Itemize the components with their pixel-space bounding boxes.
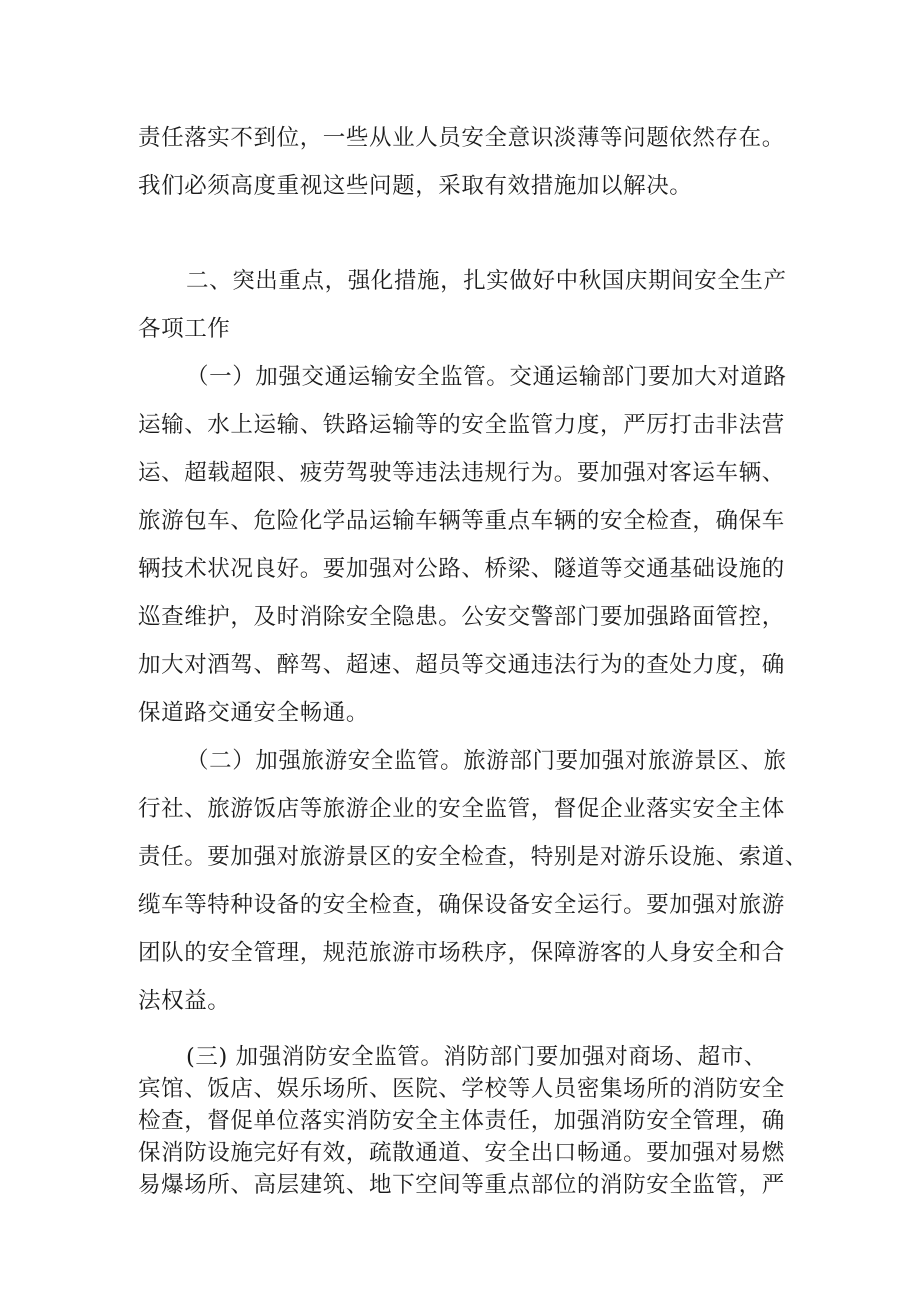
text-line: 我们必须高度重视这些问题，采取有效措施加以解决。 (138, 173, 693, 199)
text-line: 行社、旅游饭店等旅游企业的安全监管，督促企业落实安全主体 (138, 796, 785, 822)
text-line: 责任。要加强对旅游景区的安全检查，特别是对游乐设施、索道、 (138, 844, 808, 870)
text-line: 法权益。 (138, 988, 231, 1014)
text-line: 保道路交通安全畅通。 (138, 700, 370, 726)
text-line: 责任落实不到位，一些从业人员安全意识淡薄等问题依然存在。 (138, 125, 785, 151)
text-line: （二）加强旅游安全监管。旅游部门要加强对旅游景区、旅 (186, 748, 787, 774)
text-line: 旅游包车、危险化学品运输车辆等重点车辆的安全检查，确保车 (138, 508, 785, 534)
text-line: 易爆场所、高层建筑、地下空间等重点部位的消防安全监管，严 (138, 1172, 785, 1198)
text-line: 运、超载超限、疲劳驾驶等违法违规行为。要加强对客运车辆、 (138, 460, 785, 486)
text-line: 检查，督促单位落实消防安全主体责任，加强消防安全管理，确 (138, 1108, 785, 1134)
text-line: 加大对酒驾、醉驾、超速、超员等交通违法行为的查处力度，确 (138, 652, 785, 678)
text-line: 巡查维护，及时消除安全隐患。公安交警部门要加强路面管控， (138, 604, 785, 630)
text-line: 团队的安全管理，规范旅游市场秩序，保障游客的人身安全和合 (138, 940, 785, 966)
text-line: 辆技术状况良好。要加强对公路、桥梁、隧道等交通基础设施的 (138, 556, 785, 582)
text-line: 宾馆、饭店、娱乐场所、医院、学校等人员密集场所的消防安全 (138, 1076, 785, 1102)
text-line: (三) 加强消防安全监管。消防部门要加强对商场、超市、 (186, 1044, 767, 1070)
text-line: 运输、水上运输、铁路运输等的安全监管力度，严厉打击非法营 (138, 412, 785, 438)
section-heading: 二、突出重点，强化措施，扎实做好中秋国庆期间安全生产 (186, 268, 787, 294)
text-line: 保消防设施完好有效，疏散通道、安全出口畅通。要加强对易燃 (138, 1140, 785, 1166)
text-line: 缆车等特种设备的安全检查，确保设备安全运行。要加强对旅游 (138, 892, 785, 918)
text-line: （一）加强交通运输安全监管。交通运输部门要加大对道路 (186, 364, 787, 390)
section-heading: 各项工作 (138, 316, 231, 342)
